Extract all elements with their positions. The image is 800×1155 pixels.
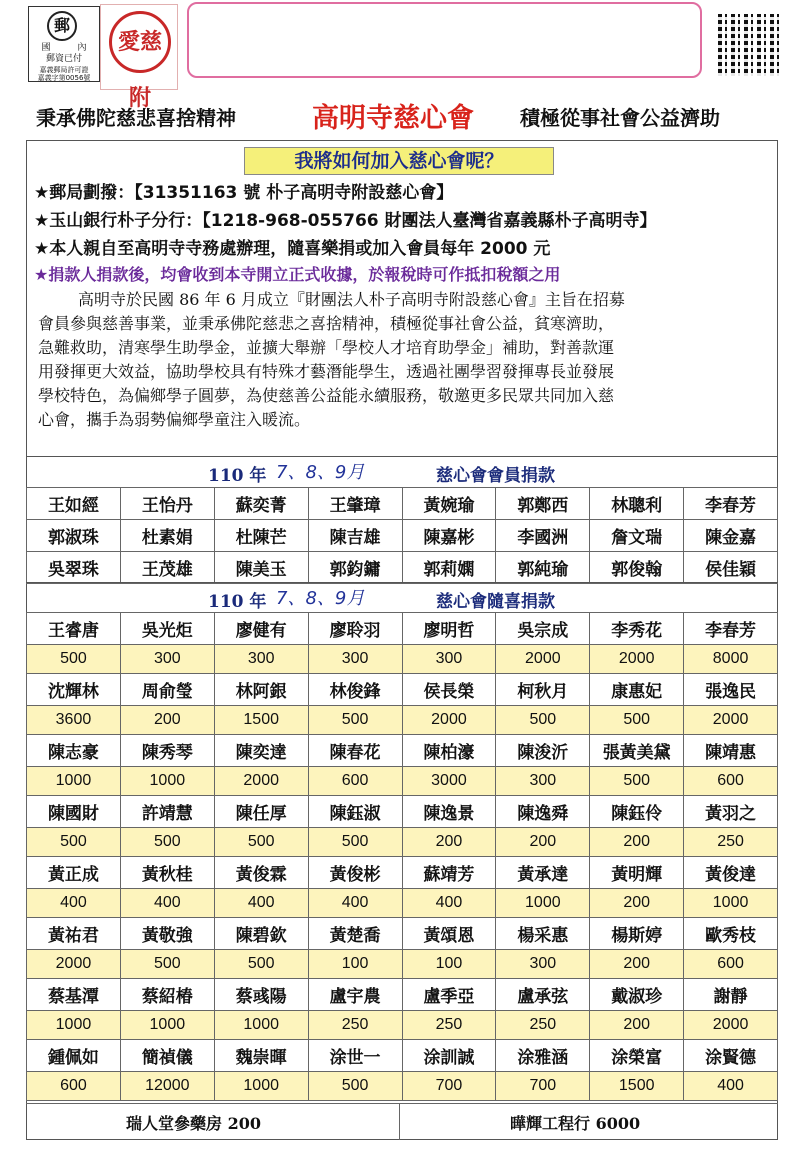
donors-table	[26, 612, 778, 1101]
donor-amount: 1000	[27, 1011, 121, 1040]
section-months: 7、8、9月	[276, 588, 365, 609]
banner-right: 積極從事社會公益濟助	[520, 106, 720, 130]
donor-name: 陳任厚	[214, 796, 308, 828]
donor-amount: 100	[402, 950, 496, 979]
stamp-line: 嘉義郵局許可證	[39, 66, 89, 74]
donor-amount: 1000	[684, 889, 778, 918]
member-name: 王肇璋	[308, 488, 402, 520]
member-name: 郭淑珠	[27, 520, 121, 552]
member-name: 陳吉雄	[308, 520, 402, 552]
donor-amount: 1500	[214, 706, 308, 735]
member-name: 陳嘉彬	[402, 520, 496, 552]
donor-name: 簡禎儀	[120, 1040, 214, 1072]
donor-name: 蔡彧陽	[214, 979, 308, 1011]
donor-amount-row	[27, 1011, 778, 1040]
donor-name: 陳浚沂	[496, 735, 590, 767]
member-name: 郭純瑜	[496, 552, 590, 584]
donor-name: 蔡基潭	[27, 979, 121, 1011]
donor-name: 歐秀枝	[684, 918, 778, 950]
member-name: 詹文瑞	[590, 520, 684, 552]
donor-name: 黃俊達	[684, 857, 778, 889]
donor-amount: 500	[27, 828, 121, 857]
donor-name: 盧承弦	[496, 979, 590, 1011]
donor-amount: 3600	[27, 706, 121, 735]
member-name: 郭莉嫻	[402, 552, 496, 584]
donor-amount: 250	[684, 828, 778, 857]
join-question: 我將如何加入慈心會呢？	[244, 147, 554, 175]
donor-amount: 500	[308, 1072, 402, 1101]
donor-name-row	[27, 857, 778, 889]
donor-name: 沈輝林	[27, 674, 121, 706]
temple-seal	[100, 4, 178, 111]
footer-donor-left: 瑞人堂參藥房 200	[126, 1114, 261, 1133]
donor-amount-row	[27, 828, 778, 857]
stamp-line: 嘉義字第0056號	[37, 74, 91, 82]
donor-name: 吳光炬	[120, 613, 214, 645]
donor-name: 楊斯婷	[590, 918, 684, 950]
donor-amount: 2000	[402, 706, 496, 735]
donor-amount: 700	[496, 1072, 590, 1101]
donor-name: 李秀花	[590, 613, 684, 645]
donor-amount: 2000	[496, 645, 590, 674]
seal-logo-icon: 愛慈附	[109, 11, 171, 73]
member-name: 王茂雄	[120, 552, 214, 584]
donor-name: 康惠妃	[590, 674, 684, 706]
donor-amount: 400	[308, 889, 402, 918]
member-name: 王怡丹	[120, 488, 214, 520]
donor-name-row	[27, 613, 778, 645]
donor-amount: 250	[402, 1011, 496, 1040]
donor-amount: 200	[402, 828, 496, 857]
donor-amount: 300	[402, 645, 496, 674]
donor-name: 許靖慧	[120, 796, 214, 828]
donor-amount: 500	[214, 828, 308, 857]
header	[0, 0, 800, 111]
donor-name: 涂訓誠	[402, 1040, 496, 1072]
member-name: 林聰利	[590, 488, 684, 520]
intro-paragraph	[38, 288, 778, 432]
donor-name: 蔡紹椿	[120, 979, 214, 1011]
donor-name: 涂世一	[308, 1040, 402, 1072]
member-name: 侯佳穎	[684, 552, 778, 584]
donor-name: 黃俊霖	[214, 857, 308, 889]
section-label: 慈心會會員捐款	[436, 466, 555, 486]
donor-name: 涂賢德	[684, 1040, 778, 1072]
donor-amount: 500	[308, 828, 402, 857]
donor-amount: 400	[214, 889, 308, 918]
donor-name: 柯秋月	[496, 674, 590, 706]
donor-amount: 700	[402, 1072, 496, 1101]
footer-donor-right: 曄輝工程行 6000	[510, 1114, 641, 1133]
donors-section-heading	[26, 582, 778, 610]
donor-amount: 500	[590, 706, 684, 735]
member-name: 王如經	[27, 488, 121, 520]
donor-name: 陳逸舜	[496, 796, 590, 828]
donor-name: 陳碧欽	[214, 918, 308, 950]
donor-amount: 400	[120, 889, 214, 918]
receipt-note: ★捐款人捐款後，均會收到本寺開立正式收據，於報稅時可作抵扣稅額之用	[34, 265, 561, 284]
donor-name: 楊采惠	[496, 918, 590, 950]
member-name: 黃婉瑜	[402, 488, 496, 520]
donor-name-row	[27, 735, 778, 767]
donor-name: 林俊鋒	[308, 674, 402, 706]
donor-amount: 250	[496, 1011, 590, 1040]
donor-amount: 2000	[590, 645, 684, 674]
donor-name: 陳逸景	[402, 796, 496, 828]
postal-transfer-line: ★郵局劃撥：【31351163 號 朴子高明寺附設慈心會】	[34, 183, 454, 203]
donor-amount: 200	[120, 706, 214, 735]
member-name: 杜陳芒	[214, 520, 308, 552]
members-section-heading	[26, 456, 778, 484]
footer-row	[26, 1103, 778, 1140]
donor-amount: 12000	[120, 1072, 214, 1101]
donor-name: 謝靜	[684, 979, 778, 1011]
donor-name: 張黃美黛	[590, 735, 684, 767]
donor-amount: 600	[684, 950, 778, 979]
donor-amount: 300	[120, 645, 214, 674]
donor-amount: 2000	[27, 950, 121, 979]
donor-amount: 400	[27, 889, 121, 918]
donor-name: 鍾佩如	[27, 1040, 121, 1072]
bank-transfer-line: ★玉山銀行朴子分行：【1218-968-055766 財團法人臺灣省嘉義縣朴子高明寺】	[34, 211, 657, 231]
donor-name: 廖聆羽	[308, 613, 402, 645]
footer-divider	[399, 1104, 400, 1140]
donor-name: 王睿唐	[27, 613, 121, 645]
donor-name: 黃頌恩	[402, 918, 496, 950]
donor-name: 黃俊彬	[308, 857, 402, 889]
donor-amount: 1000	[120, 767, 214, 796]
donor-name: 黃秋桂	[120, 857, 214, 889]
donor-amount-row	[27, 706, 778, 735]
donor-amount: 200	[590, 828, 684, 857]
donor-name: 涂雅涵	[496, 1040, 590, 1072]
donor-amount: 2000	[684, 706, 778, 735]
donor-name: 周俞瑩	[120, 674, 214, 706]
section-year: 110 年	[208, 466, 267, 486]
donor-name: 黃羽之	[684, 796, 778, 828]
donor-amount: 500	[308, 706, 402, 735]
donor-name: 張逸民	[684, 674, 778, 706]
donor-name: 魏崇暉	[214, 1040, 308, 1072]
donor-name: 吳宗成	[496, 613, 590, 645]
donor-amount: 500	[120, 950, 214, 979]
postage-stamp	[28, 6, 100, 82]
donor-amount: 500	[27, 645, 121, 674]
member-row	[27, 552, 778, 584]
donor-name: 黃正成	[27, 857, 121, 889]
banner-left: 秉承佛陀慈悲喜捨精神	[36, 106, 236, 130]
donor-amount: 300	[496, 950, 590, 979]
stamp-line: 郵資已付	[45, 54, 82, 64]
donor-amount: 400	[684, 1072, 778, 1101]
section-label: 慈心會隨喜捐款	[436, 592, 555, 612]
donor-name: 李春芳	[684, 613, 778, 645]
donor-name-row	[27, 674, 778, 706]
paragraph-line: 用發揮更大效益，協助學校具有特殊才藝潛能學生，透過社團學習發揮專長並發展	[38, 362, 615, 381]
member-name: 陳金嘉	[684, 520, 778, 552]
paragraph-line: 學校特色，為偏鄉學子圓夢，為使慈善公益能永續服務，敬邀更多民眾共同加入慈	[38, 386, 615, 405]
donor-name: 林阿銀	[214, 674, 308, 706]
donor-name: 廖健有	[214, 613, 308, 645]
donor-amount: 1000	[496, 889, 590, 918]
donor-amount: 200	[590, 950, 684, 979]
qr-code-icon	[718, 14, 780, 76]
donor-amount: 200	[590, 889, 684, 918]
member-name: 郭鈞鏞	[308, 552, 402, 584]
donor-name: 黃明輝	[590, 857, 684, 889]
donor-amount-row	[27, 1072, 778, 1101]
donor-amount: 500	[214, 950, 308, 979]
postal-logo-icon: 郵	[47, 11, 77, 41]
donor-name: 陳奕達	[214, 735, 308, 767]
donor-name: 陳秀琴	[120, 735, 214, 767]
in-person-line: ★本人親自至高明寺寺務處辦理，隨喜樂捐或加入會員每年 2000 元	[34, 239, 551, 259]
donor-amount: 400	[402, 889, 496, 918]
donor-name: 黃祐君	[27, 918, 121, 950]
donor-amount-row	[27, 950, 778, 979]
section-year: 110 年	[208, 592, 267, 612]
member-name: 杜素娟	[120, 520, 214, 552]
member-name: 郭鄭西	[496, 488, 590, 520]
donor-name: 盧季亞	[402, 979, 496, 1011]
member-name: 陳美玉	[214, 552, 308, 584]
paragraph-line: 心會，攜手為弱勢偏鄉學童注入暖流。	[38, 410, 311, 429]
donor-name: 涂榮富	[590, 1040, 684, 1072]
donor-amount: 8000	[684, 645, 778, 674]
member-row	[27, 520, 778, 552]
donor-name-row	[27, 918, 778, 950]
member-name: 李春芳	[684, 488, 778, 520]
donor-amount: 300	[496, 767, 590, 796]
member-name: 蘇奕菁	[214, 488, 308, 520]
member-row	[27, 488, 778, 520]
donor-amount: 500	[120, 828, 214, 857]
donor-amount: 200	[590, 1011, 684, 1040]
donor-amount: 2000	[214, 767, 308, 796]
donor-amount: 1000	[120, 1011, 214, 1040]
donor-name: 蘇靖芳	[402, 857, 496, 889]
donor-name: 陳春花	[308, 735, 402, 767]
donor-amount: 1500	[590, 1072, 684, 1101]
member-name: 李國洲	[496, 520, 590, 552]
donor-name: 陳志豪	[27, 735, 121, 767]
donor-amount: 250	[308, 1011, 402, 1040]
donor-amount: 2000	[684, 1011, 778, 1040]
donor-amount-row	[27, 889, 778, 918]
donor-name: 陳鈺伶	[590, 796, 684, 828]
donor-amount: 200	[496, 828, 590, 857]
donor-name: 侯長榮	[402, 674, 496, 706]
member-name: 吳翠珠	[27, 552, 121, 584]
donor-amount: 300	[308, 645, 402, 674]
donor-amount: 500	[590, 767, 684, 796]
page-title: 高明寺慈心會	[312, 103, 474, 134]
donor-name: 戴淑珍	[590, 979, 684, 1011]
member-name: 郭俊翰	[590, 552, 684, 584]
donor-amount: 600	[308, 767, 402, 796]
address-window	[187, 2, 702, 78]
donor-amount: 100	[308, 950, 402, 979]
donor-name-row	[27, 1040, 778, 1072]
members-table	[26, 487, 778, 584]
donor-name: 黃楚喬	[308, 918, 402, 950]
donor-name: 廖明哲	[402, 613, 496, 645]
donor-name-row	[27, 979, 778, 1011]
paragraph-line: 會員參與慈善事業，並秉承佛陀慈悲之喜捨精神，積極從事社會公益，貧寒濟助，	[38, 314, 615, 333]
donor-amount: 600	[27, 1072, 121, 1101]
donor-amount: 600	[684, 767, 778, 796]
section-months: 7、8、9月	[276, 462, 365, 483]
donor-name: 陳鈺淑	[308, 796, 402, 828]
donor-amount-row	[27, 645, 778, 674]
donor-name: 黃承達	[496, 857, 590, 889]
donor-name-row	[27, 796, 778, 828]
donor-amount: 500	[496, 706, 590, 735]
donor-name: 黃敬強	[120, 918, 214, 950]
donor-name: 陳國財	[27, 796, 121, 828]
donor-amount: 1000	[27, 767, 121, 796]
donor-amount: 1000	[214, 1072, 308, 1101]
stamp-line: 國 內	[41, 43, 87, 53]
paragraph-line: 高明寺於民國 86 年 6 月成立『財團法人朴子高明寺附設慈心會』主旨在招募	[78, 290, 625, 309]
donor-amount: 300	[214, 645, 308, 674]
donor-amount: 1000	[214, 1011, 308, 1040]
donor-amount-row	[27, 767, 778, 796]
donor-name: 陳靖惠	[684, 735, 778, 767]
donor-name: 陳柏濠	[402, 735, 496, 767]
donor-name: 盧宇農	[308, 979, 402, 1011]
paragraph-line: 急難救助，清寒學生助學金，並擴大舉辦「學校人才培育助學金」補助，對善款運	[38, 338, 615, 357]
donor-amount: 3000	[402, 767, 496, 796]
